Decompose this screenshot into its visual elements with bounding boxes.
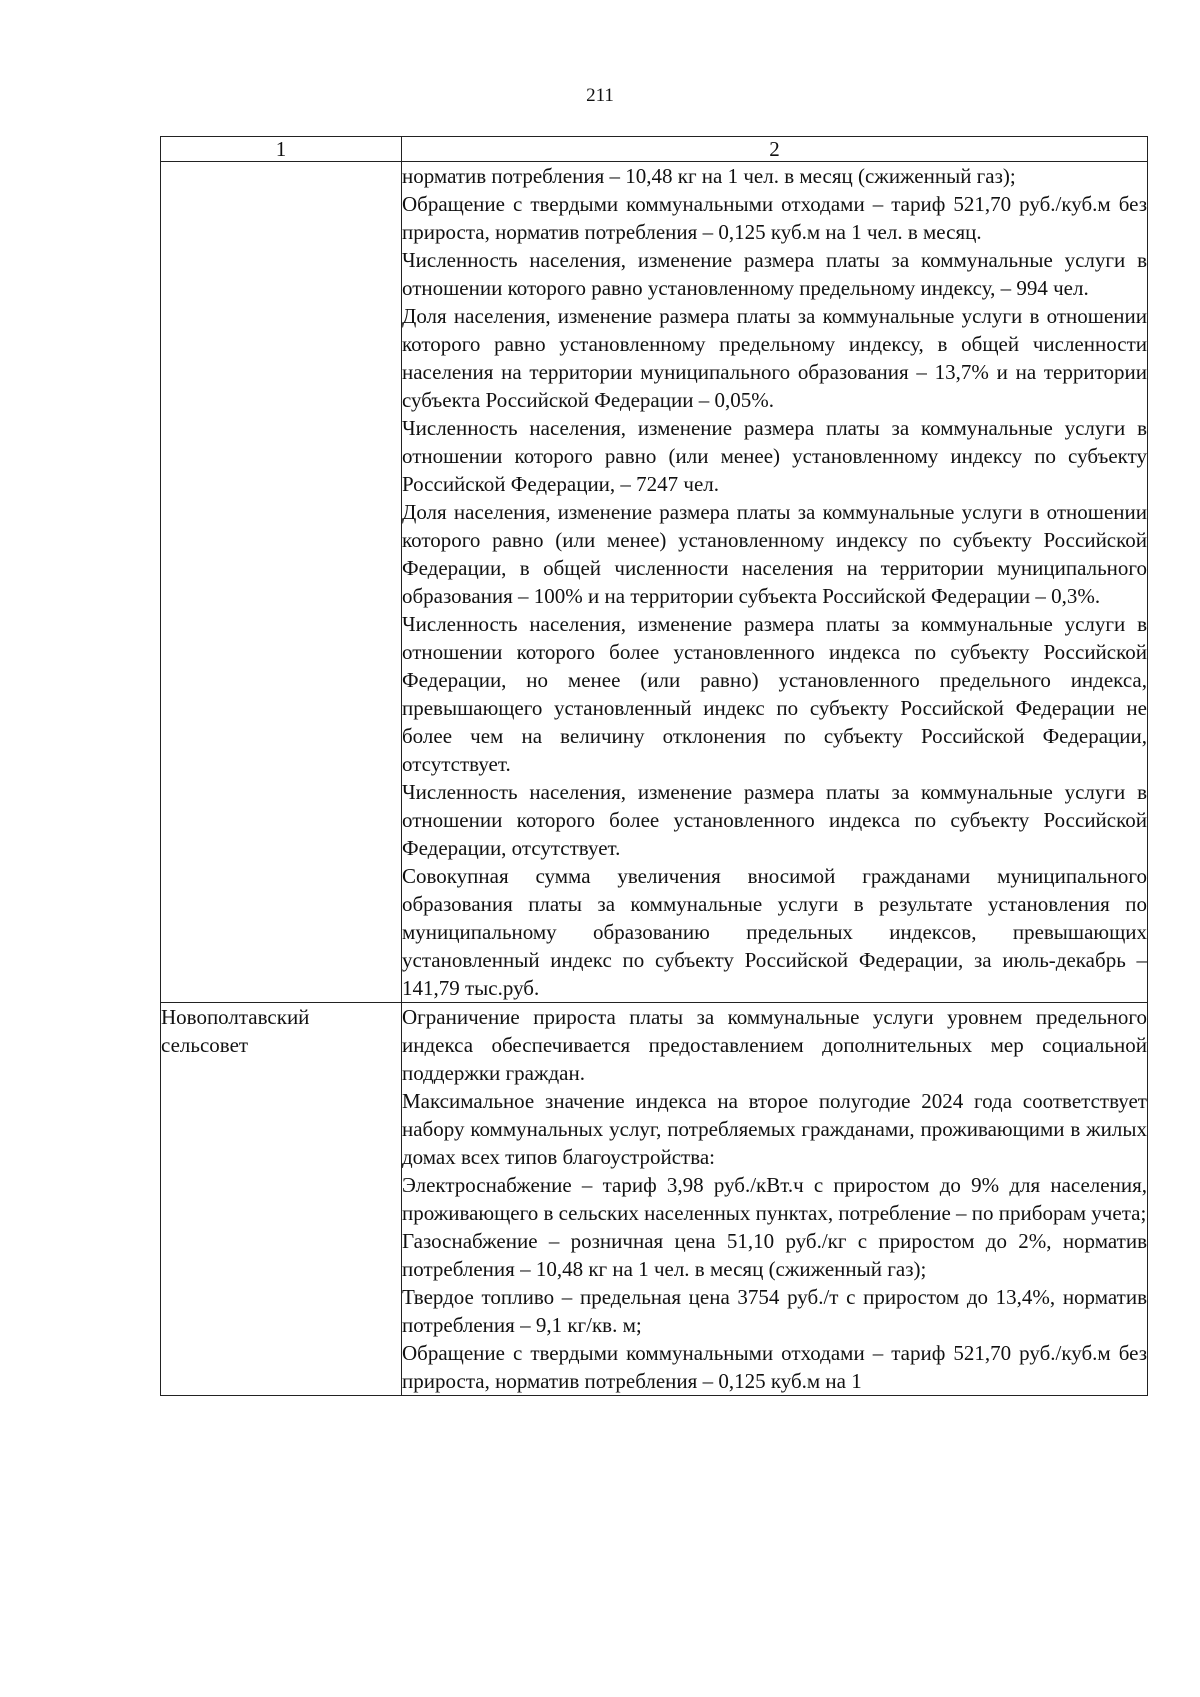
paragraph: Численность населения, изменение размера платы за коммунальные услуги в отношении которого более установленного индекса по субъекту Российской Федерации, отсутствует. <box>402 780 1147 860</box>
paragraph: Электроснабжение – тариф 3,98 руб./кВт.ч с приростом до 9% для населения, проживающего в сельских населенных пунктах, потребление – по приборам учета; <box>402 1173 1147 1225</box>
paragraph: Доля населения, изменение размера платы за коммунальные услуги в отношении которого равно установленному предельному индексу, в общей численности населения на территории муниципального образования – 13,7% и на территории субъекта Российской Федерации – 0,05%. <box>402 304 1147 412</box>
paragraph: Совокупная сумма увеличения вносимой гражданами муниципального образования платы за коммунальные услуги в результате установления по муниципальному образованию предельных индексов, превышающих установленный индекс по субъекту Российской Федерации, за июль-декабрь – 141,79 тыс.руб. <box>402 864 1147 1000</box>
row-text-cell <box>402 1003 1148 1396</box>
table-row <box>161 162 1148 1003</box>
paragraph: Обращение с твердыми коммунальными отходами – тариф 521,70 руб./куб.м без прироста, норматив потребления – 0,125 куб.м на 1 чел. в месяц. <box>402 192 1147 244</box>
table-header-row <box>161 137 1148 162</box>
paragraph: Численность населения, изменение размера платы за коммунальные услуги в отношении которого равно (или менее) установленному индексу по субъекту Российской Федерации, – 7247 чел. <box>402 416 1147 496</box>
paragraph: норматив потребления – 10,48 кг на 1 чел. в месяц (сжиженный газ); <box>402 164 1016 188</box>
paragraph: Обращение с твердыми коммунальными отходами – тариф 521,70 руб./куб.м без прироста, норматив потребления – 0,125 куб.м на 1 <box>402 1341 1147 1393</box>
row-label-cell <box>161 162 402 1003</box>
row-text-cell <box>402 162 1148 1003</box>
paragraph: Ограничение прироста платы за коммунальные услуги уровнем предельного индекса обеспечивается предоставлением дополнительных мер социальной поддержки граждан. <box>402 1005 1147 1085</box>
column-header-2: 2 <box>402 137 1148 162</box>
table-row <box>161 1003 1148 1396</box>
page-number: 211 <box>586 85 614 106</box>
paragraph: Численность населения, изменение размера платы за коммунальные услуги в отношении которого более установленного индекса по субъекту Российской Федерации, но менее (или равно) установленного предельного индекса, превышающего установленный индекс по субъекту Российской Федерации не более чем на величину отклонения по субъекту Российской Федерации, отсутствует. <box>402 612 1147 776</box>
row-label-line: сельсовет <box>161 1033 249 1057</box>
document-table <box>160 136 1148 1396</box>
row-label-cell <box>161 1003 402 1396</box>
paragraph: Газоснабжение – розничная цена 51,10 руб./кг с приростом до 2%, норматив потребления – 10,48 кг на 1 чел. в месяц (сжиженный газ); <box>402 1229 1147 1281</box>
paragraph: Твердое топливо – предельная цена 3754 руб./т с приростом до 13,4%, норматив потребления – 9,1 кг/кв. м; <box>402 1285 1147 1337</box>
paragraph: Численность населения, изменение размера платы за коммунальные услуги в отношении которого равно установленному предельному индексу, – 994 чел. <box>402 248 1147 300</box>
paragraph: Доля населения, изменение размера платы за коммунальные услуги в отношении которого равно (или менее) установленному индексу по субъекту Российской Федерации, в общей численности населения на территории муниципального образования – 100% и на территории субъекта Российской Федерации – 0,3%. <box>402 500 1147 608</box>
column-header-1: 1 <box>161 137 402 162</box>
paragraph: Максимальное значение индекса на второе полугодие 2024 года соответствует набору коммунальных услуг, потребляемых гражданами, проживающими в жилых домах всех типов благоустройства: <box>402 1089 1147 1169</box>
row-label-line: Новополтавский <box>161 1005 310 1029</box>
